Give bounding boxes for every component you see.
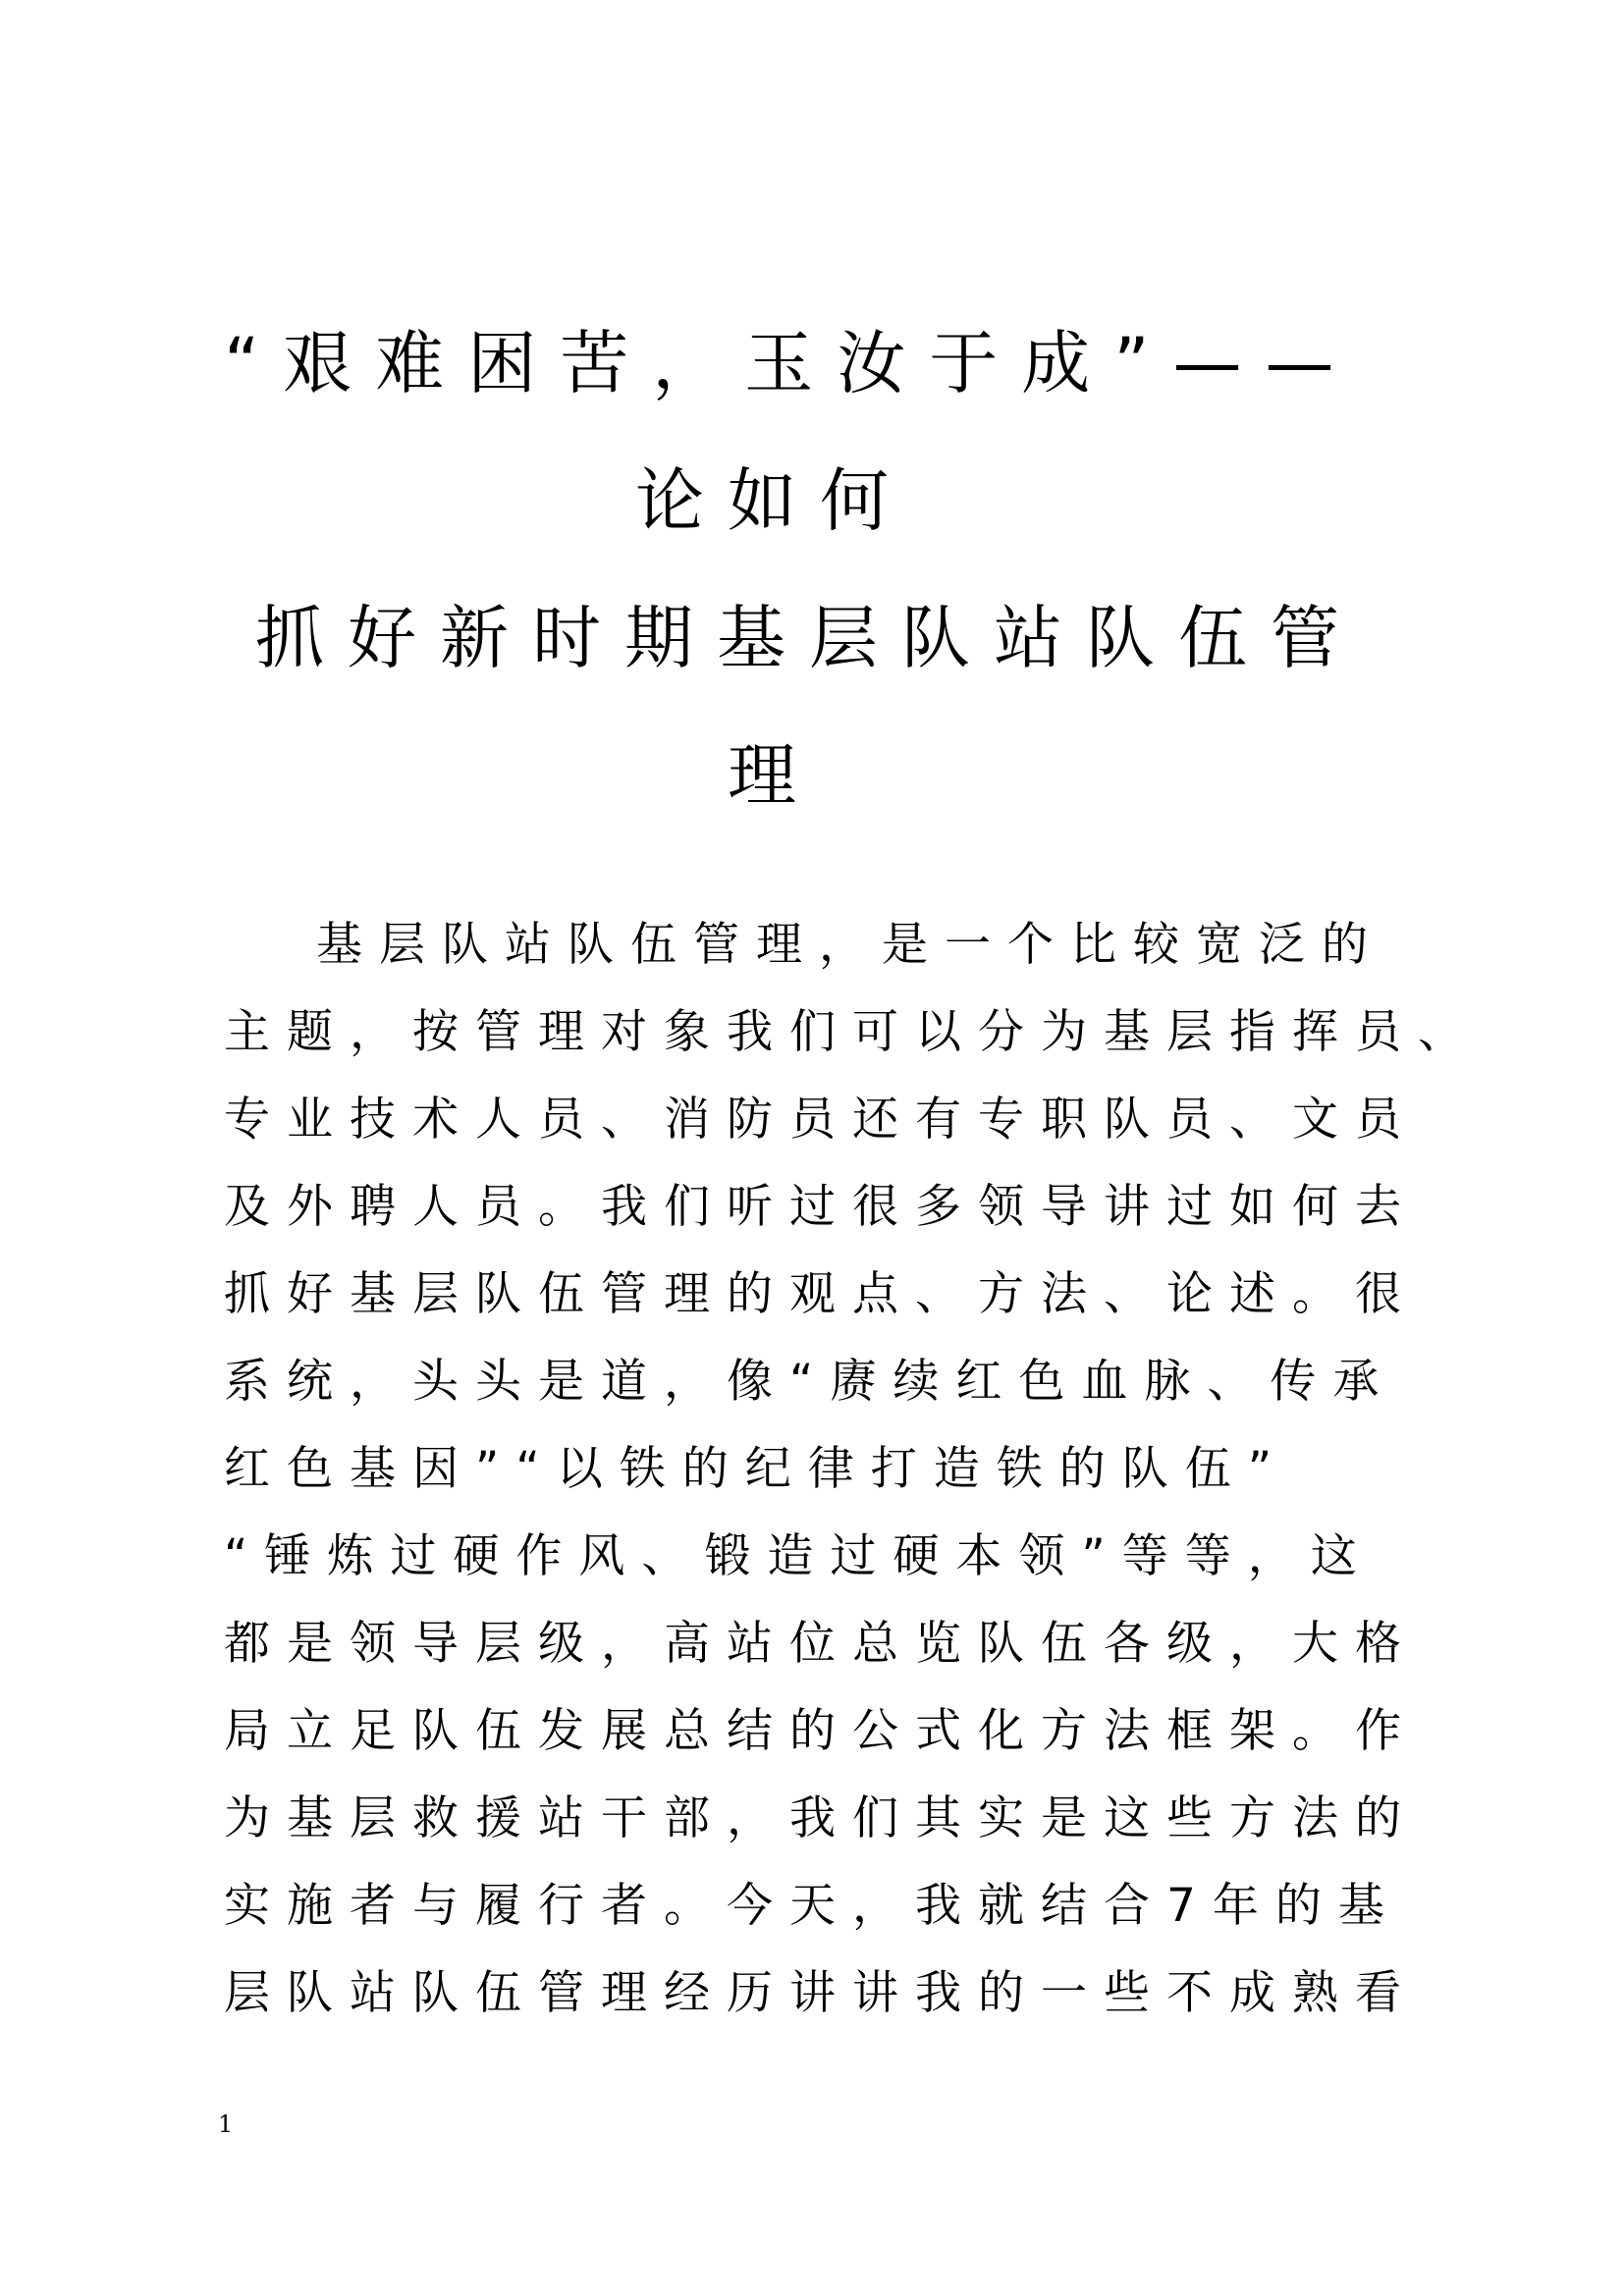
body-line-3: 专业技术人员、消防员还有专职队员、文员 xyxy=(224,1093,1418,1147)
title-line-4: 理 xyxy=(728,735,820,816)
body-line-1: 基层队站队伍管理，是一个比较宽泛的 xyxy=(316,918,1384,972)
body-line-2: 主题，按管理对象我们可以分为基层指挥员、 xyxy=(224,1005,1481,1059)
body-line-12: 实施者与履行者。今天，我就结合7年的基 xyxy=(224,1879,1401,1933)
body-line-10: 局立足队伍发展总结的公式化方法框架。作 xyxy=(224,1704,1418,1758)
body-line-5: 抓好基层队伍管理的观点、方法、论述。很 xyxy=(224,1267,1418,1321)
body-line-7: 红色基因”“以铁的纪律打造铁的队伍” xyxy=(224,1442,1289,1496)
body-line-6: 系统，头头是道，像“赓续红色血脉、传承 xyxy=(224,1355,1396,1409)
title-line-1: “艰难困苦，玉汝于成”—— xyxy=(224,323,1358,403)
page-number: 1 xyxy=(218,2110,234,2138)
body-paragraph xyxy=(224,901,1481,2037)
body-line-11: 为基层救援站干部，我们其实是这些方法的 xyxy=(224,1791,1418,1845)
body-line-4: 及外聘人员。我们听过很多领导讲过如何去 xyxy=(224,1180,1418,1234)
document-title xyxy=(224,294,1402,844)
title-line-2: 论如何 xyxy=(635,460,912,541)
body-line-13: 层队站队伍管理经历讲讲我的一些不成熟看 xyxy=(224,1966,1418,2020)
body-line-9: 都是领导层级，高站位总览队伍各级，大格 xyxy=(224,1617,1418,1671)
body-line-8: “锤炼过硬作风、锻造过硬本领”等等，这 xyxy=(224,1529,1374,1583)
title-line-3: 抓好新时期基层队站队伍管 xyxy=(255,598,1363,678)
